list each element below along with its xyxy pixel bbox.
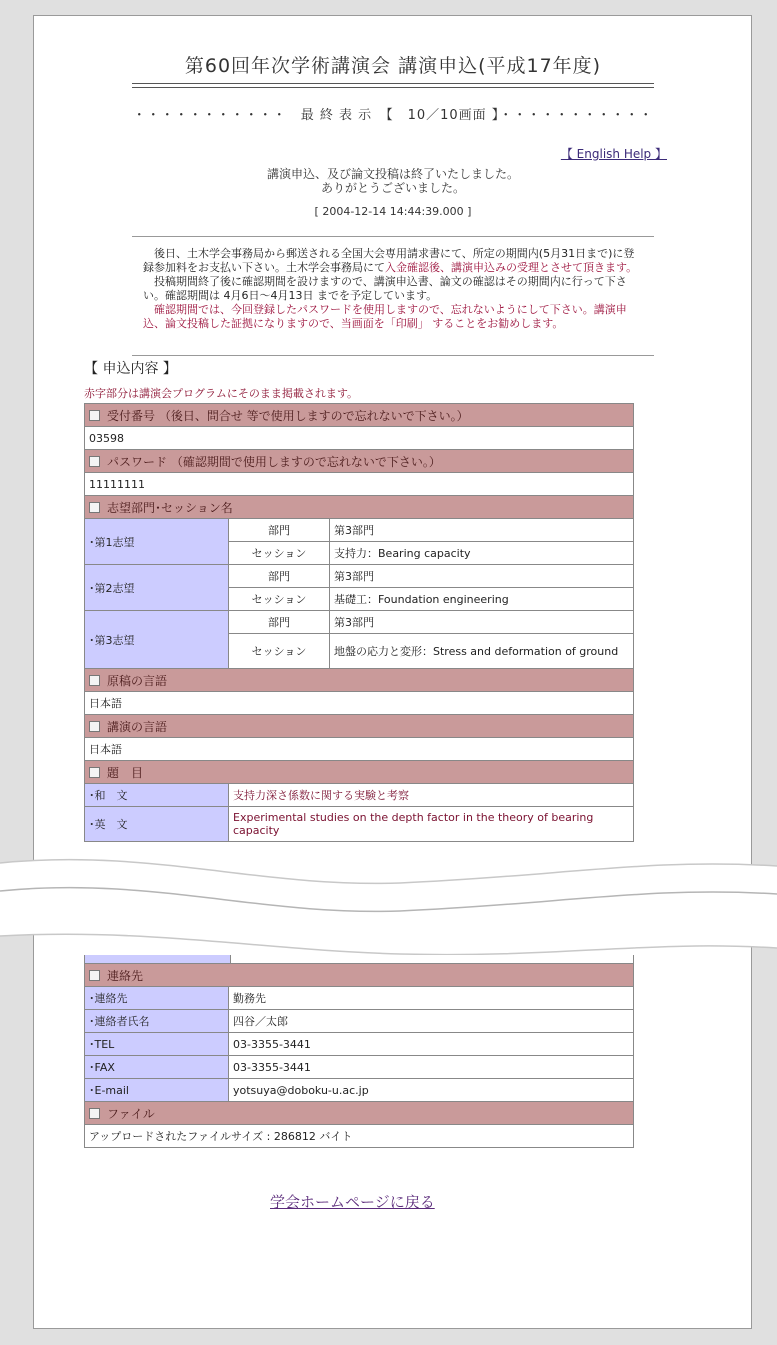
- file-size-value: アップロードされたファイルサイズ : 286812 バイト: [85, 1125, 634, 1148]
- application-table-bottom: [84, 963, 634, 1148]
- checkbox-icon: [89, 675, 100, 686]
- session-sublabel: セッション: [229, 634, 330, 669]
- password-label: パスワード （確認期間で使用しますので忘れないで下さい。）: [107, 454, 441, 469]
- title-divider: [132, 83, 654, 88]
- choice-3-bumon: 第3部門: [330, 611, 634, 634]
- session-label: 志望部門･セッション名: [107, 500, 233, 515]
- checkbox-icon: [89, 767, 100, 778]
- table-continuation: [84, 955, 634, 963]
- choice-1-bumon: 第3部門: [330, 519, 634, 542]
- home-page-link[interactable]: 学会ホームページに戻る: [270, 1193, 435, 1211]
- red-note: 赤字部分は講演会プログラムにそのまま掲載されます。: [84, 387, 359, 400]
- choice-1-label: ･第1志望: [85, 519, 229, 565]
- choice-3-session: 地盤の応力と変形：Stress and deformation of ground: [330, 634, 634, 669]
- receipt-header: [85, 404, 634, 427]
- password-header: [85, 450, 634, 473]
- notice-text-1a: 後日、土木学会事務局から郵送される全国大会専用請求書にて、所定の期間内(5月31日まで)に登録参加料をお支払い下さい。土木学会事務局にて: [143, 247, 635, 274]
- title-en-value: Experimental studies on the depth factor in the theory of bearing capacity: [229, 807, 634, 842]
- contact-row-label: ･TEL: [85, 1033, 229, 1056]
- session-header: [85, 496, 634, 519]
- password-value: 11111111: [85, 473, 634, 496]
- receipt-label: 受付番号 （後日、問合せ 等で使用しますので忘れないで下さい。）: [107, 408, 469, 423]
- title-section-label: 題 目: [107, 765, 144, 780]
- checkbox-icon: [89, 721, 100, 732]
- contact-row-value: 勤務先: [229, 987, 634, 1010]
- choice-2-session: 基礎工：Foundation engineering: [330, 588, 634, 611]
- checkbox-icon: [89, 970, 100, 981]
- file-label: ファイル: [107, 1106, 155, 1121]
- timestamp: [ 2004-12-14 14:44:39.000 ]: [314, 205, 472, 218]
- title-jp-label: ･和 文: [85, 784, 229, 807]
- checkbox-icon: [89, 456, 100, 467]
- english-help-link[interactable]: 【 English Help 】: [560, 147, 667, 161]
- divider-top: [132, 236, 654, 237]
- choice-2-label: ･第2志望: [85, 565, 229, 611]
- completion-message: [132, 167, 654, 195]
- bumon-label: 部門: [229, 611, 330, 634]
- choice-2-bumon: 第3部門: [330, 565, 634, 588]
- checkbox-icon: [89, 1108, 100, 1119]
- completion-line-2: ありがとうございました。: [320, 181, 465, 195]
- notice-paragraph-3: 確認期間では、今回登録したパスワードを使用しますので、忘れないようにして下さい。講演申込、論文投稿した証拠になりますので、当画面を「印刷」 することをお勧めします。: [143, 303, 627, 330]
- contact-row-value: 03-3355-3441: [229, 1056, 634, 1079]
- session-sublabel: セッション: [229, 542, 330, 565]
- completion-line-1: 講演申込、及び論文投稿は終了いたしました。: [266, 167, 519, 181]
- manuscript-lang-header: [85, 669, 634, 692]
- notice-paragraph-1: [143, 247, 643, 275]
- notice-paragraph-2: 投稿期間終了後に確認期間を設けますので、講演申込書、論文の確認はその期間内に行って下さい。確認期間は 4月6日～4月13日 までを予定しています。: [143, 275, 627, 302]
- contact-row-label: ･連絡者氏名: [85, 1010, 229, 1033]
- contact-label: 連絡先: [107, 968, 144, 983]
- notice-block: [143, 247, 643, 331]
- title-en-label: ･英 文: [85, 807, 229, 842]
- page-title: 第60回年次学術講演会 講演申込(平成17年度): [184, 55, 602, 77]
- title-header: [85, 761, 634, 784]
- contact-row-value: yotsuya@doboku-u.ac.jp: [229, 1079, 634, 1102]
- section-heading: 【 申込内容 】: [84, 361, 177, 377]
- lecture-lang-label: 講演の言語: [107, 719, 168, 734]
- screen-indicator: ・・・・・・・・・・・ 最 終 表 示 【 10／10画面 】・・・・・・・・・・・: [132, 108, 654, 123]
- contact-row-label: ･E-mail: [85, 1079, 229, 1102]
- page-break-wave: [0, 858, 777, 958]
- choice-1-session: 支持力：Bearing capacity: [330, 542, 634, 565]
- contact-row-label: ･連絡先: [85, 987, 229, 1010]
- bumon-label: 部門: [229, 519, 330, 542]
- checkbox-icon: [89, 502, 100, 513]
- application-table-top: [84, 403, 634, 842]
- continuation-label-cell: [85, 955, 231, 963]
- file-header: [85, 1102, 634, 1125]
- lecture-lang-header: [85, 715, 634, 738]
- notice-text-1b: 入金確認後、講演申込みの受理とさせて頂きます。: [385, 261, 638, 274]
- contact-row-value: 四谷／太郎: [229, 1010, 634, 1033]
- manuscript-lang-label: 原稿の言語: [107, 673, 168, 688]
- checkbox-icon: [89, 410, 100, 421]
- receipt-value: 03598: [85, 427, 634, 450]
- divider-bottom: [132, 355, 654, 356]
- lecture-lang-value: 日本語: [85, 738, 634, 761]
- contact-row-label: ･FAX: [85, 1056, 229, 1079]
- manuscript-lang-value: 日本語: [85, 692, 634, 715]
- title-jp-value: 支持力深さ係数に関する実験と考察: [229, 784, 634, 807]
- bumon-label: 部門: [229, 565, 330, 588]
- choice-3-label: ･第3志望: [85, 611, 229, 669]
- contact-row-value: 03-3355-3441: [229, 1033, 634, 1056]
- session-sublabel: セッション: [229, 588, 330, 611]
- contact-header: [85, 964, 634, 987]
